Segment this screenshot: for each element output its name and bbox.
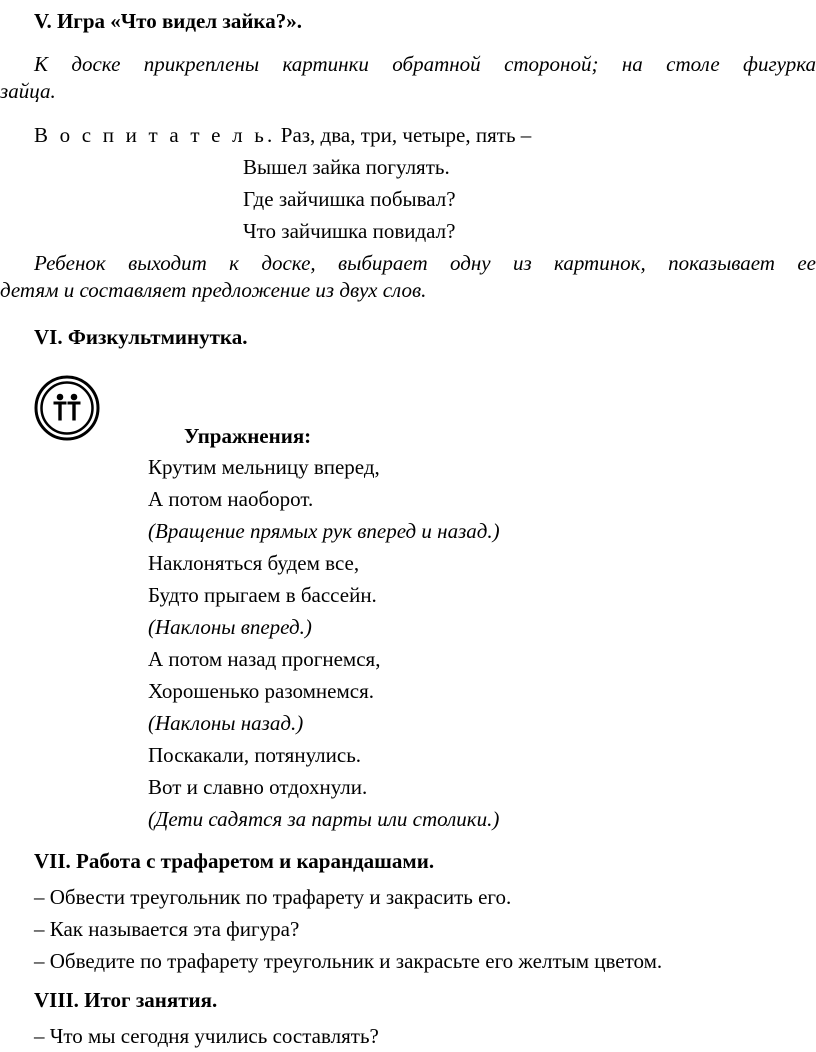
exercise-line: Вот и славно отдохнули. (148, 775, 368, 799)
section-7-heading: VII. Работа с трафаретом и карандашами. (34, 849, 435, 873)
verse-line-1 (34, 122, 531, 149)
two-children-icon (34, 375, 100, 441)
instruction-line-2: зайца. (0, 79, 56, 104)
exercise-line: Хорошенько разомнемся. (148, 679, 374, 703)
exercise-line: Поскакали, потянулись. (148, 743, 362, 767)
summary-item: – Что мы сегодня учились составлять? (34, 1024, 379, 1048)
verse-line-2: Вышел зайка погулять. (243, 155, 450, 179)
exercise-line: А потом назад прогнемся, (148, 647, 381, 671)
task-item: – Как называется эта фигура? (34, 917, 300, 941)
speaker-label: В о с п и т а т е л ь. (34, 123, 276, 147)
exercises-title: Упражнения: (184, 424, 312, 448)
exercise-direction: (Наклоны назад.) (148, 711, 304, 735)
section-6-heading: VI. Физкультминутка. (34, 325, 248, 349)
exercise-line: Будто прыгаем в бассейн. (148, 583, 377, 607)
section-8-heading: VIII. Итог занятия. (34, 988, 218, 1012)
exercise-direction: (Дети садятся за парты или столики.) (148, 807, 500, 831)
note-line-1: Ребенок выходит к доске, выбирает одну из картинок, показывает ее (34, 251, 816, 275)
exercise-direction: (Наклоны вперед.) (148, 615, 312, 639)
note-line-2: детям и составляет предложение из двух слов. (0, 278, 427, 303)
exercise-line: Крутим мельницу вперед, (148, 455, 380, 479)
section-5-note (0, 250, 816, 305)
section-5-instruction (0, 51, 816, 106)
instruction-line-1: К доске прикреплены картинки обратной стороной; на столе фигурка (34, 52, 816, 76)
verse-line-3: Где зайчишка побывал? (243, 187, 456, 211)
verse-line-4: Что зайчишка повидал? (243, 219, 456, 243)
verse-text-1: Раз, два, три, четыре, пять – (280, 123, 532, 147)
task-item: – Обвести треугольник по трафарету и закрасить его. (34, 885, 512, 909)
exercise-direction: (Вращение прямых рук вперед и назад.) (148, 519, 500, 543)
exercise-line: А потом наоборот. (148, 487, 314, 511)
exercise-line: Наклоняться будем все, (148, 551, 360, 575)
task-item: – Обведите по трафарету треугольник и закрасьте его желтым цветом. (34, 949, 663, 973)
section-5-heading: V. Игра «Что видел зайка?». (34, 9, 302, 33)
